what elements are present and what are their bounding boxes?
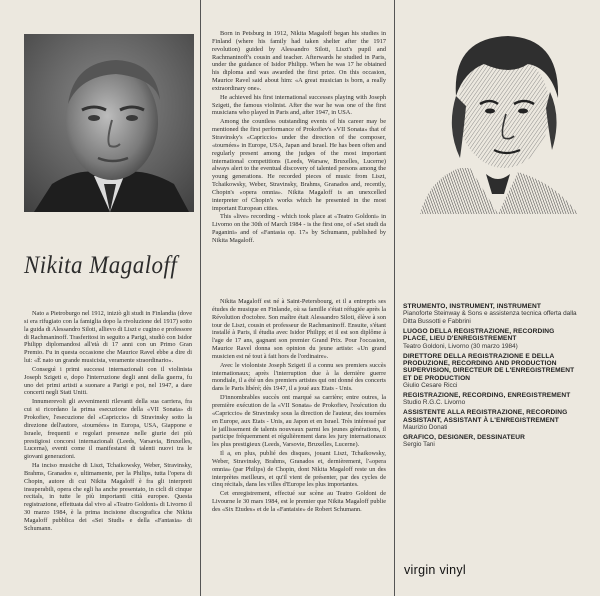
credit-value: Studio R.G.C. Livorno bbox=[403, 399, 466, 407]
credit-heading: DIRETTORE DELLA REGISTRAZIONE E DELLA PRODUZIONE, RECORDING AND PRODUCTION SUPERVISION, DIRECTEUR DE L'ENREGISTREMENT ET DE PRODUCTION bbox=[403, 352, 575, 382]
credit-value: Giulio Cesare Ricci bbox=[403, 382, 458, 390]
english-biography bbox=[212, 30, 386, 246]
credit-block bbox=[403, 409, 581, 432]
credit-heading: REGISTRAZIONE, RECORDING, ENREGISTREMENT bbox=[403, 392, 571, 400]
french-paragraph: D'innombrables succès ont marqué sa carrière; entre outres, la première exécution de la «VII Sonata» de Prokofiev, l'exécution du «Capriccio» de Stravinsky sous la direction de l'auteur, des tournées en Europe, aux Etats - Unis, au Japon et en Israel. Très intéressé par le jaillissement de talents nouveaux parmi les jeunes générations, il participe fréquemment et régulièrement dans les jury internationaux les plus prestigieux (Leeds, Varsovie, Bruxelles, Lucerne). bbox=[212, 394, 386, 449]
english-paragraph: Among the countless outstanding events of his career may be mentioned the first performance of Prokofiev's «VII Sonata» that of Stravinsky's «Capriccio» under the direction of the composer, «tournées» in Europe, USA, Japan and Israel. He has been often and regularly present among the judges of the most important international competitions (Leeds, Warsaw, Bruxelles, Lucerne) always alert to the eventual discovery of talented persons among the young generations. He recorded pieces of music from Liszt, Tchaikowsky, Weber, Stravinsky, Brahms, Granados and, recently, Chopin's «opera omnia». Nikita Magaloff is an unexcelled interpreter of Chopin's works which he presented in the most important European cities. bbox=[212, 118, 386, 212]
recording-credits bbox=[403, 303, 581, 451]
english-paragraph: He achieved his first international successes playing with Joseph Szigeti, the famous violinist. After the war he was one of the first musicians who played in Paris and, after 1947, in USA. bbox=[212, 93, 386, 117]
italian-paragraph: Conseguì i primi successi internazionali con il violinista Joseph Szigeti e, dopo l'interruzione degli anni della guerra, fu uno dei primi artisti a suonare a Parigi e poi, nel 1947, a dare concerti negli Stati Uniti. bbox=[24, 365, 192, 397]
french-paragraph: Cet enregistrement, effectué sur scène au Teatro Goldoni de Livourne le 30 mars 1984, est le premier que Nikita Magaloff publie des «Six Etudes» et de la «Fantaisie» de Robert Schumann. bbox=[212, 490, 386, 513]
french-paragraph: Nikita Magaloff est né à Saint-Petersbourg, et il a entrepris ses études de musique en Finlande, où sa famille s'était réfugiée après la Révolution d'octobre. Son maître était Alessandro Siloti, élève à son tour de Liszt, cousin et professeur de Rachmaninoff. Ensuite, s'étant installé à Paris, il étudia avec Isidor Philipp; et il est son diplôme à l'age de 17 ans, gagnant son premier Grand Prix. Pour l'occasion, Maurice Ravel donna son opinion du jeune artiste: «Un grand musicien est né tout à fait hors de l'ordinaire». bbox=[212, 298, 386, 360]
credit-block bbox=[403, 392, 581, 407]
english-paragraph: This «live» recording - which took place at «Teatro Goldoni» in Livorno on the 30th of March 1984 - is the first one, of «Sei studi da Paganini» and of «Fantasia op. 17» by Schumann, published by Nikita Magaloff. bbox=[212, 213, 386, 244]
french-paragraph: Il a, en plus, publié des disques, jouant Liszt, Tchaikowsky, Weber, Stravinsky, Brahms, Granados et, dernièrement, l'«opera omnia» (par Philips) de Chopin, dont Nikita Magaloff reste un des interprètes meilleurs, et qu'il vient de présenter, par des cycles de cinq récitals, dans les villes d'Europe les plus importantes. bbox=[212, 450, 386, 489]
credit-value: Teatro Goldoni, Livorno (30 marzo 1984) bbox=[403, 342, 518, 350]
credit-block bbox=[403, 434, 581, 449]
credit-block bbox=[403, 303, 581, 326]
english-paragraph: Born in Petsburg in 1912, Nikita Magaloff began his studies in Finland (where his family had taken shelter after the 1917 revolution) guided by Alessandro Siloti, Liszt's pupil and Rachmaninoff's cousin and teacher. Afterwards he studied in Paris, under the guidance of Isidor Philipp. When he was 17 he obtained his diploma and was awarded the first prize. On this occasion, Maurice Ravel said about him: «A great musician is born, a really extraordinary one». bbox=[212, 30, 386, 92]
italian-paragraph: Innumerevoli gli avvenimenti rilevanti della sua carriera, fra cui si ricordano la prima esecuzione della «VII Sonata» di Prokofiev, l'esecuzione del «Capriccio» di Stravinsky sotto la direzione dell'autore, «tournées» in Europa, USA, Giappone e Israele, frequenti e regolari presenze nelle giurie dei più prestigiosi concorsi internazionali (Leeds, Varsavia, Bruxelles, Lucerna), eventi come il manifestarsi di talenti nuovi tra le giovani generazioni. bbox=[24, 398, 192, 461]
italian-paragraph: Ha inciso musiche di Liszt, Tchaikowsky, Weber, Stravinsky, Brahms, Granados e, ultimamente, per la Philips, tutta l'opera di Chopin, autore di cui Nikita Magaloff è fra gli interpreti insuperabili, opera che egli ha anche presentato, in cicli di cinque recitals, in tutte le più importanti città europee. Questa registrazione, effettuata dal vivo al «Teatro Goldoni» di Livorno il 30 marzo 1984, è la prima incisione discografica che Nikita Magaloff pubblica dei «Sei Studi» e della «Fantasia» di Schumann. bbox=[24, 462, 192, 532]
credit-value: Sergio Tani bbox=[403, 441, 435, 449]
column-divider-right bbox=[394, 0, 395, 596]
credit-value: Maurizio Donati bbox=[403, 424, 448, 432]
credit-heading: ASSISTENTE ALLA REGISTRAZIONE, RECORDING ASSISTANT, ASSISTANT À L'ENREGISTREMENT bbox=[403, 409, 568, 424]
schumann-engraving bbox=[400, 18, 596, 214]
magaloff-photo bbox=[24, 34, 194, 212]
credit-heading: LUOGO DELLA REGISTRAZIONE, RECORDING PLACE, LIEU D'ENREGISTREMENT bbox=[403, 328, 555, 343]
credit-block bbox=[403, 328, 581, 351]
italian-paragraph: Nato a Pietroburgo nel 1912, iniziò gli studi in Finlandia (dove si era rifugiato con la famiglia dopo la rivoluzione del 1917) sotto la guida di Alessandro Siloti, allievo di Liszt e cugino e professore di Rachmaninoff. Trasferitosi in seguito a Parigi, studiò con Isidor Philipp diplomandosi all'età di 17 anni con un Primo Gran Premio. Fu in questa occasione che Maurice Ravel ebbe a dire di lui: «È nato un grande musicista, veramente straordinario». bbox=[24, 310, 192, 365]
credit-value: Pianoforte Steinway & Sons e assistenza tecnica offerta dalla Ditta Bussotti e Fabbrini bbox=[403, 310, 577, 326]
artist-name-signature: Nikita Magaloff bbox=[24, 252, 178, 279]
virgin-vinyl-logo: virgin vinyl bbox=[404, 563, 466, 577]
italian-biography bbox=[24, 310, 192, 534]
credit-block bbox=[403, 353, 581, 390]
french-biography bbox=[212, 298, 386, 515]
credit-heading: GRAFICO, DESIGNER, DESSINATEUR bbox=[403, 433, 525, 441]
column-divider-left bbox=[200, 0, 201, 596]
credit-heading: STRUMENTO, INSTRUMENT, INSTRUMENT bbox=[403, 303, 541, 310]
french-paragraph: Avec le violoniste Joseph Szigeti il a connu ses premiers succès internationaux; après l'interruption due à la dernière guerre mondiale, il a été un des premiers artistes qui ont donné des concerts dans le Paris libéré; dès 1947, il a joué aux Etats - Unis. bbox=[212, 361, 386, 393]
